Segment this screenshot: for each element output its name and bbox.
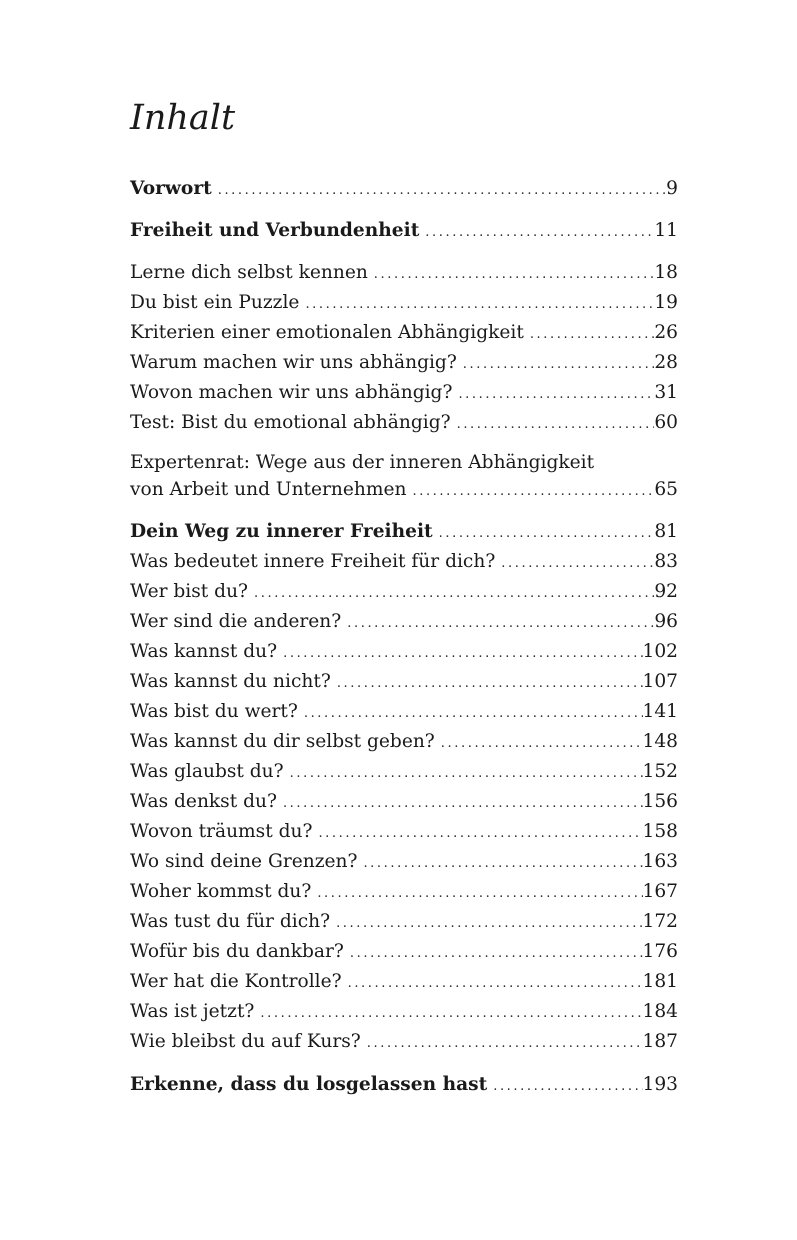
toc-entry-label: von Arbeit und Unternehmen	[130, 479, 407, 500]
leader-dots	[277, 789, 643, 819]
toc-entry-label: Was glaubst du?	[130, 761, 284, 782]
toc-entry-vorwort[interactable]	[130, 174, 678, 206]
toc-page-number: 65	[654, 479, 678, 500]
toc-page-number: 9	[666, 178, 678, 199]
leader-dots	[406, 477, 654, 507]
toc-entry-innere-freiheit[interactable]	[130, 547, 678, 579]
toc-entry-label: Was tust du für dich?	[130, 911, 331, 932]
leader-dots	[457, 350, 655, 380]
toc-entry-wer-bist-du[interactable]	[130, 577, 678, 609]
toc-entry-grenzen[interactable]	[130, 847, 678, 879]
leader-dots	[212, 176, 666, 206]
page-title: Inhalt	[130, 98, 236, 138]
toc-page-number: 92	[654, 581, 678, 602]
toc-entry-label: Du bist ein Puzzle	[130, 292, 300, 313]
leader-dots	[357, 849, 642, 879]
toc-page-number: 107	[642, 671, 678, 692]
toc-page-number: 102	[642, 641, 678, 662]
leader-dots	[451, 410, 655, 440]
toc-entry-wer-sind-die-anderen[interactable]	[130, 607, 678, 639]
toc-entry-selbst-geben[interactable]	[130, 727, 678, 759]
leader-dots	[298, 699, 643, 729]
toc-page-number: 141	[642, 701, 678, 722]
toc-page-number: 152	[642, 761, 678, 782]
toc-entry-label: Wovon träumst du?	[130, 821, 313, 842]
toc-page-number: 19	[654, 292, 678, 313]
toc-entry-expertenrat[interactable]	[130, 475, 678, 507]
toc-entry-wovon-traeumst-du[interactable]	[130, 817, 678, 849]
leader-dots	[433, 519, 655, 549]
toc-entry-label: Was kannst du dir selbst geben?	[130, 731, 435, 752]
toc-entry-woher-kommst-du[interactable]	[130, 877, 678, 909]
toc-page-number: 158	[642, 821, 678, 842]
toc-entry-label: Warum machen wir uns abhängig?	[130, 352, 457, 373]
toc-entry-label: Wofür bis du dankbar?	[130, 941, 344, 962]
toc-page-number: 193	[642, 1074, 678, 1095]
toc-entry-label: Vorwort	[130, 178, 212, 199]
toc-entry-lerne-dich-selbst-kennen[interactable]	[130, 258, 678, 290]
toc-entry-label: Wo sind deine Grenzen?	[130, 851, 358, 872]
leader-dots	[361, 1029, 643, 1059]
toc-page-number: 172	[642, 911, 678, 932]
toc-page-number: 96	[654, 611, 678, 632]
toc-entry-dankbar[interactable]	[130, 937, 678, 969]
toc-entry-label: Was kannst du?	[130, 641, 278, 662]
toc-entry-label: Wer hat die Kontrolle?	[130, 971, 342, 992]
toc-entry-was-denkst-du[interactable]	[130, 787, 678, 819]
toc-page-number: 181	[642, 971, 678, 992]
toc-entry-kontrolle[interactable]	[130, 967, 678, 999]
toc-entry-label: Freiheit und Verbundenheit	[130, 220, 420, 241]
leader-dots	[342, 969, 643, 999]
leader-dots	[368, 260, 655, 290]
toc-entry-kriterien[interactable]	[130, 318, 678, 350]
toc-entry-was-kannst-du-nicht[interactable]	[130, 667, 678, 699]
leader-dots	[312, 819, 642, 849]
toc-page-number: 167	[642, 881, 678, 902]
toc-entry-label: Woher kommst du?	[130, 881, 312, 902]
toc-entry-dein-weg[interactable]	[130, 517, 678, 549]
toc-entry-label: Lerne dich selbst kennen	[130, 262, 368, 283]
toc-entry-label: Kriterien einer emotionalen Abhängigkeit	[130, 322, 524, 343]
toc-entry-label: Dein Weg zu innerer Freiheit	[130, 521, 433, 542]
toc-entry-auf-kurs[interactable]	[130, 1027, 678, 1059]
toc-entry-expertenrat-line1[interactable]	[130, 448, 678, 478]
toc-entry-was-glaubst-du[interactable]	[130, 757, 678, 789]
toc-entry-test[interactable]	[130, 408, 678, 440]
toc-entry-was-kannst-du[interactable]	[130, 637, 678, 669]
toc-entry-wovon-machen-wir-uns-abhaengig[interactable]	[130, 378, 678, 410]
toc-entry-du-bist-ein-puzzle[interactable]	[130, 288, 678, 320]
leader-dots	[341, 609, 654, 639]
toc-page-number: 11	[654, 220, 678, 241]
toc-entry-was-ist-jetzt[interactable]	[130, 997, 678, 1029]
leader-dots	[254, 999, 642, 1029]
toc-page-number: 81	[654, 521, 678, 542]
toc-page-number: 148	[642, 731, 678, 752]
leader-dots	[330, 909, 642, 939]
leader-dots	[277, 639, 642, 669]
toc-page-number: 26	[654, 322, 678, 343]
toc-entry-label: Expertenrat: Wege aus der inneren Abhängigkeit	[130, 452, 595, 473]
toc-entry-label: Was bedeutet innere Freiheit für dich?	[130, 551, 496, 572]
toc-page-number: 176	[642, 941, 678, 962]
toc-entry-label: Wovon machen wir uns abhängig?	[130, 382, 453, 403]
toc-page-number: 28	[654, 352, 678, 373]
toc-entry-label: Was ist jetzt?	[130, 1001, 255, 1022]
leader-dots	[524, 320, 655, 350]
toc-entry-warum-machen-wir-uns-abhaengig[interactable]	[130, 348, 678, 380]
toc-page-number: 60	[654, 412, 678, 433]
toc-page-number: 18	[654, 262, 678, 283]
leader-dots	[487, 1072, 642, 1102]
toc-entry-label: Was denkst du?	[130, 791, 277, 812]
leader-dots	[248, 579, 654, 609]
toc-entry-label: Was bist du wert?	[130, 701, 298, 722]
leader-dots	[284, 759, 643, 789]
toc-page-number: 163	[642, 851, 678, 872]
toc-entry-label: Was kannst du nicht?	[130, 671, 331, 692]
leader-dots	[299, 290, 654, 320]
toc-entry-label: Wie bleibst du auf Kurs?	[130, 1031, 361, 1052]
toc-entry-label: Test: Bist du emotional abhängig?	[130, 412, 451, 433]
leader-dots	[311, 879, 642, 909]
toc-entry-erkenne[interactable]	[130, 1070, 678, 1102]
leader-dots	[435, 729, 643, 759]
toc-entry-freiheit-und-verbundenheit[interactable]	[130, 216, 678, 248]
toc-page-number: 156	[642, 791, 678, 812]
toc-entry-label: Wer bist du?	[130, 581, 249, 602]
toc-page-number: 83	[654, 551, 678, 572]
toc-entry-label: Wer sind die anderen?	[130, 611, 342, 632]
leader-dots	[495, 549, 654, 579]
toc-page-number: 31	[654, 382, 678, 403]
leader-dots	[419, 218, 654, 248]
toc-entry-was-bist-du-wert[interactable]	[130, 697, 678, 729]
leader-dots	[452, 380, 654, 410]
toc-page-number: 187	[642, 1031, 678, 1052]
toc-entry-was-tust-du-fuer-dich[interactable]	[130, 907, 678, 939]
toc-page-number: 184	[642, 1001, 678, 1022]
toc-entry-label: Erkenne, dass du losgelassen hast	[130, 1074, 488, 1095]
leader-dots	[344, 939, 643, 969]
leader-dots	[331, 669, 643, 699]
